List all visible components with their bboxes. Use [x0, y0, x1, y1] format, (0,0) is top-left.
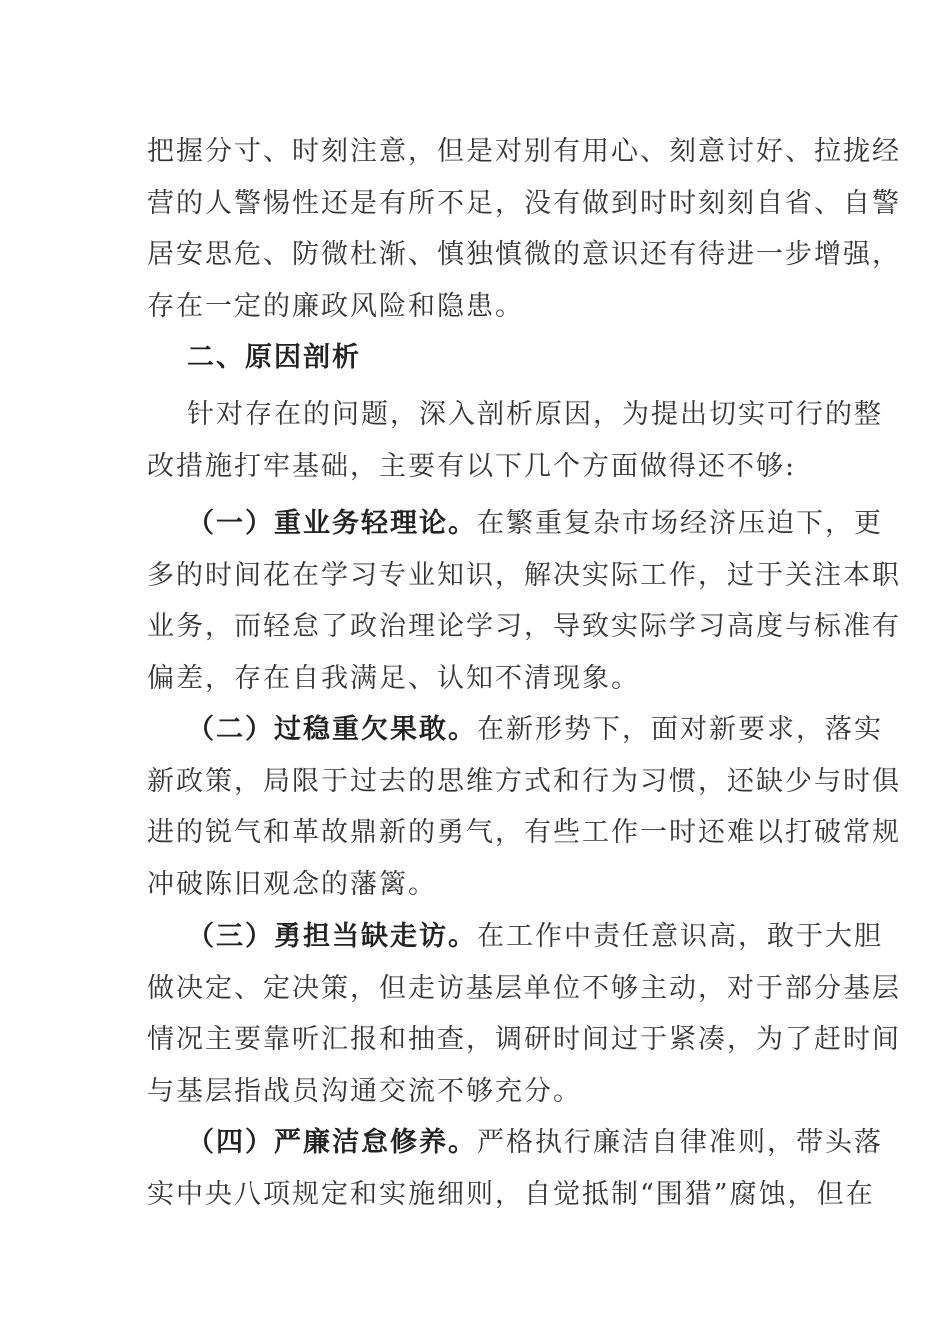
item-text: 在繁重复杂市场经济压迫下，更 — [477, 508, 883, 539]
item-title: （一）重业务轻理论。 — [187, 508, 477, 539]
paragraph-line: 业务，而轻怠了政治理论学习，导致实际学习高度与标准有 — [147, 611, 901, 642]
intro-paragraph — [147, 389, 883, 492]
reason-item-2 — [147, 704, 901, 910]
paragraph-line: 居安思危、防微杜渐、慎独慎微的意识还有待进一步增强， — [147, 239, 901, 270]
paragraph-line: 情况主要靠听汇报和抽查，调研时间过于紧凑，为了赶时间 — [147, 1024, 901, 1055]
paragraph-line: 新政策，局限于过去的思维方式和行为习惯，还缺少与时俱 — [147, 765, 901, 797]
paragraph-continued — [147, 126, 901, 332]
item-title: （三）勇担当缺走访。 — [187, 921, 477, 952]
paragraph-line: 营的人警惕性还是有所不足，没有做到时时刻刻自省、自警 — [147, 187, 901, 219]
item-text: 在工作中责任意识高，敢于大胆 — [477, 921, 883, 952]
paragraph-line: 冲破陈旧观念的藩篱。 — [147, 868, 437, 900]
section-heading-block — [147, 332, 810, 384]
paragraph-line: 改措施打牢基础，主要有以下几个方面做得还不够: — [147, 450, 797, 482]
item-first-line — [147, 911, 883, 963]
item-title: （四）严廉洁怠修养。 — [187, 1127, 477, 1158]
paragraph-line: 存在一定的廉政风险和隐患。 — [147, 290, 524, 322]
item-first-line — [147, 1117, 883, 1169]
paragraph-line: 多的时间花在学习专业知识，解决实际工作，过于关注本职 — [147, 559, 901, 591]
item-title: （二）过稳重欠果敢。 — [187, 714, 477, 745]
paragraph-line: 实中央八项规定和实施细则，自觉抵制“围猎”腐蚀，但在 — [147, 1178, 875, 1210]
paragraph-line: 做决定、定决策，但走访基层单位不够主动，对于部分基层 — [147, 972, 901, 1004]
paragraph-line: 把握分寸、时刻注意，但是对别有用心、刻意讨好、拉拢经 — [147, 136, 901, 167]
item-first-line — [147, 704, 883, 756]
item-first-line — [147, 498, 883, 550]
paragraph-line: 进的锐气和革故鼎新的勇气，有些工作一时还难以打破常规 — [147, 817, 901, 848]
reason-item-1 — [147, 498, 901, 704]
reason-item-3 — [147, 911, 901, 1117]
paragraph-line: 偏差，存在自我满足、认知不清现象。 — [147, 662, 640, 694]
section-heading: 二、原因剖析 — [187, 342, 361, 373]
reason-item-4 — [147, 1117, 883, 1220]
paragraph-line: 针对存在的问题，深入剖析原因，为提出切实可行的整 — [187, 399, 883, 430]
item-text: 在新形势下，面对新要求，落实 — [477, 714, 883, 745]
item-text: 严格执行廉洁自律准则，带头落 — [477, 1127, 883, 1158]
paragraph-line: 与基层指战员沟通交流不够充分。 — [147, 1075, 582, 1107]
